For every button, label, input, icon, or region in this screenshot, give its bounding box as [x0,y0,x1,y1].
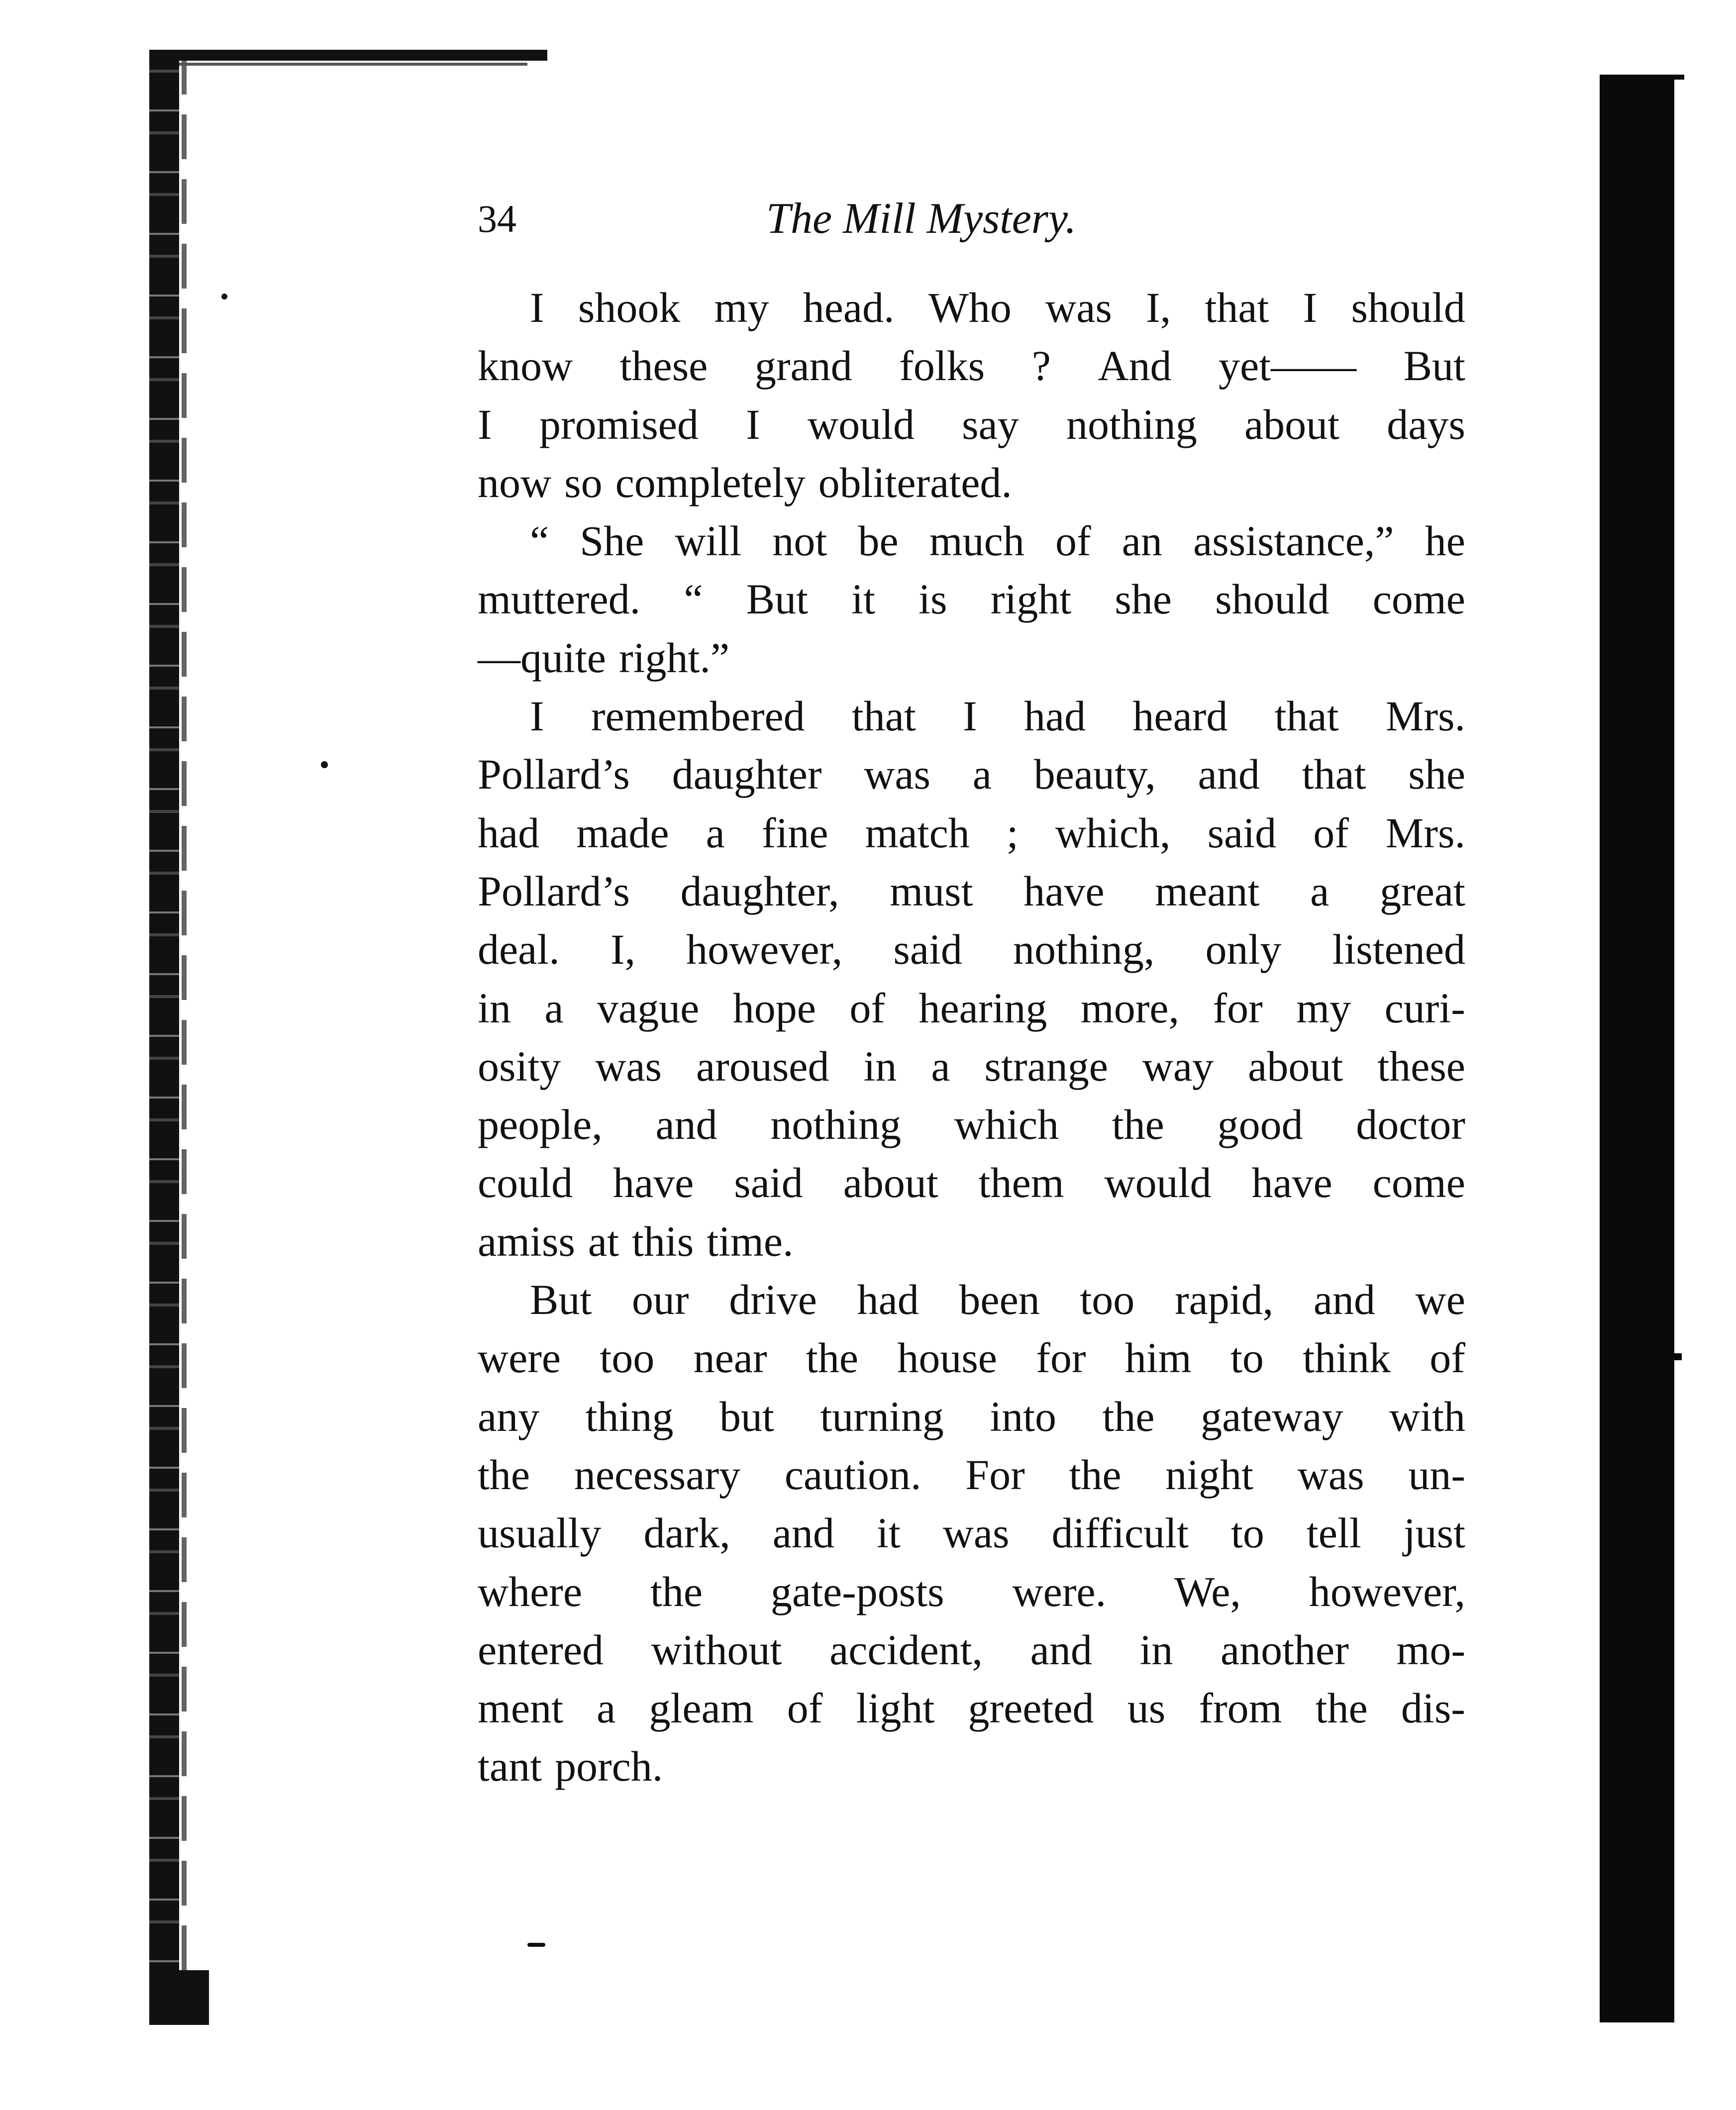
word: amiss [478,1217,575,1265]
word: without [651,1625,782,1674]
word: a [544,984,564,1032]
word: our [631,1276,689,1324]
word: it [876,1509,901,1557]
text-line [478,1271,1465,1329]
word: of [1055,517,1091,565]
word: For [965,1450,1025,1499]
word: caution. [784,1450,921,1499]
word: nothing [770,1101,902,1149]
word: We, [1174,1567,1241,1615]
word: more, [1080,984,1180,1032]
word: only [1205,925,1282,974]
word: too [600,1334,655,1382]
word: dis- [1401,1684,1465,1732]
word: for [1213,984,1263,1032]
word: great [1380,867,1465,915]
word: a [972,750,992,799]
word: fine [761,808,828,857]
word: where [478,1567,583,1615]
word: Pollard’s [478,750,630,799]
word: drive [729,1276,817,1324]
word: usually [478,1509,602,1557]
word: were. [1012,1567,1107,1615]
word: mo- [1396,1625,1465,1674]
word: is [919,575,947,623]
word: obliterated. [818,458,1012,506]
word: a [706,808,725,857]
word: un- [1408,1450,1465,1499]
word: accident, [829,1625,983,1674]
word: was [595,1042,662,1090]
word: and [1198,750,1260,799]
word: people, [478,1101,603,1149]
word: she [1408,750,1465,799]
word: “ [684,575,703,623]
word: the [1102,1392,1155,1440]
word: nothing, [1013,925,1155,974]
text-line [478,920,1465,979]
word: hearing [919,984,1047,1032]
text-line [478,454,1465,512]
gutter-base [149,1970,209,2025]
word: heard [1132,692,1228,740]
word: promised [539,400,699,448]
word: to [1230,1509,1264,1557]
word: from [1199,1684,1282,1732]
word: a [1310,867,1329,915]
word: days [1387,400,1465,448]
word: folks [899,342,985,390]
text-line [478,1212,1465,1271]
running-title: The Mill Mystery. [766,195,1077,243]
text-line [478,1504,1465,1562]
word: the [650,1567,703,1615]
word: match [865,808,970,857]
word: my [1296,984,1351,1032]
word: ? [1031,342,1051,390]
word: necessary [574,1450,741,1499]
text-line [478,979,1465,1037]
word: of [787,1684,823,1732]
word: meant [1155,867,1260,915]
text-line [478,1037,1465,1096]
word: would [1104,1159,1212,1207]
word: a [931,1042,950,1090]
word: which [954,1101,1059,1149]
word: and [1030,1625,1092,1674]
word: tant [478,1742,542,1791]
text-line [478,1679,1465,1737]
word: for [1036,1334,1086,1382]
word: grand [754,342,852,390]
word: should [1351,284,1465,331]
word: I, [1146,284,1171,331]
word: that [1302,750,1366,799]
word: right.” [618,633,730,682]
word: daughter [672,750,822,799]
word: house [897,1334,997,1382]
word: I [746,400,760,448]
top-edge-rule [149,50,547,61]
word: osity [478,1042,561,1090]
word: And [1098,342,1172,390]
text-line [478,629,1465,687]
word: of [1430,1334,1465,1382]
word: time. [707,1217,794,1265]
word: to [1230,1334,1264,1382]
word: near [693,1334,767,1382]
word: daughter, [680,867,839,915]
word: vague [597,984,700,1032]
word: good [1217,1101,1303,1149]
word: have [1023,867,1105,915]
word: “ [530,517,549,565]
word: greeted [968,1684,1094,1732]
word: come [1372,575,1465,623]
word: have [1251,1159,1332,1207]
word: shook [578,284,681,331]
word: that [1274,692,1339,740]
word: any [478,1392,540,1440]
word: difficult [1051,1509,1189,1557]
word: be [858,517,899,565]
text-line [478,570,1465,628]
fore-edge-strip [1600,75,1674,2022]
word: curi- [1384,984,1465,1032]
word: I, [610,925,635,974]
word: however, [1309,1567,1465,1615]
stray-mark [527,1943,545,1947]
text-line [478,1154,1465,1212]
text-line [478,1563,1465,1621]
text-line [478,396,1465,454]
word: the [1069,1450,1122,1499]
text-line [478,1329,1465,1387]
fore-edge-tab [1672,75,1684,80]
word: that [1205,284,1269,331]
stray-mark [321,761,328,768]
page-number: 34 [478,197,516,240]
word: so [564,458,603,506]
word: But [530,1276,592,1324]
word: nothing [1066,400,1197,448]
word: into [990,1392,1057,1440]
word: the [1112,1101,1164,1149]
word: was [864,750,930,799]
word: head. [803,284,895,331]
word: but [719,1392,774,1440]
word: muttered. [478,575,641,623]
word: I [478,400,492,448]
word: aroused [696,1042,829,1090]
text-line [478,862,1465,920]
text-line [478,337,1465,395]
word: an [1122,517,1162,565]
word: could [478,1159,573,1207]
word: way [1142,1042,1214,1090]
word: said [1207,808,1277,857]
word: the [478,1450,530,1499]
word: too [1080,1276,1135,1324]
word: ment [478,1684,563,1732]
word: tell [1306,1509,1361,1557]
word: say [962,400,1019,448]
word: and [1313,1276,1375,1324]
word: dark, [643,1509,730,1557]
word: much [929,517,1024,565]
word: beauty, [1033,750,1156,799]
word: we [1415,1276,1465,1324]
word: of [849,984,886,1032]
text-line [478,279,1465,337]
word: about [843,1159,938,1207]
word: rapid, [1174,1276,1274,1324]
word: doctor [1356,1101,1465,1149]
word: not [772,517,827,565]
word: Who [928,284,1012,331]
word: was [942,1509,1010,1557]
word: another [1220,1625,1349,1674]
word: gate-posts [770,1567,944,1615]
word: deal. [478,925,560,974]
word: and [772,1509,834,1557]
word: hope [732,984,816,1032]
word: Pollard’s [478,867,630,915]
text-line [478,1446,1465,1504]
word: us [1127,1684,1166,1732]
word: the [1315,1684,1368,1732]
word: which, [1055,808,1171,857]
word: and [655,1101,717,1149]
word: gleam [649,1684,754,1732]
word: thing [585,1392,674,1440]
word: was [1297,1450,1364,1499]
gutter-shadow [149,50,179,2020]
word: had [1024,692,1086,740]
word: I [1303,284,1318,331]
word: that [851,692,916,740]
word: the [806,1334,858,1382]
word: right [990,575,1072,623]
body-text [478,279,1465,1796]
word: Mrs. [1385,808,1465,857]
word: should [1215,575,1329,623]
word: remembered [591,692,805,740]
text-line [478,687,1465,745]
word: about [1244,400,1340,448]
text-line [478,1388,1465,1446]
word: —quite [478,633,606,682]
stray-mark [221,294,227,300]
word: about [1248,1042,1343,1090]
word: assistance,” [1193,517,1394,565]
word: porch. [554,1742,663,1791]
word: these [619,342,708,390]
word: my [714,284,769,331]
word: Mrs. [1385,692,1465,740]
word: completely [615,458,806,506]
text-line [478,1621,1465,1679]
word: them [978,1159,1064,1207]
word: listened [1332,925,1465,974]
word: been [959,1276,1040,1324]
word: had [857,1276,919,1324]
text-line [478,1096,1465,1154]
word: But [746,575,808,623]
word: yet—— [1219,342,1357,390]
word: would [807,400,915,448]
word: I [530,284,544,331]
word: will [675,517,742,565]
word: now [478,458,552,506]
word: these [1377,1042,1465,1090]
word: ; [1006,808,1019,857]
word: him [1124,1334,1192,1382]
gutter-streak [182,50,187,2020]
word: gateway [1201,1392,1343,1440]
word: must [890,867,973,915]
word: he [1425,517,1465,565]
word: know [478,342,573,390]
word: But [1403,342,1465,390]
text-line [478,512,1465,570]
word: think [1303,1334,1391,1382]
running-head [478,192,1164,246]
top-edge-rule-secondary [179,63,527,66]
word: I [963,692,977,740]
word: in [478,984,511,1032]
word: strange [984,1042,1108,1090]
word: said [893,925,962,974]
text-line [478,745,1465,804]
word: made [576,808,669,857]
word: a [597,1684,616,1732]
word: turning [820,1392,944,1440]
word: entered [478,1625,604,1674]
word: it [851,575,875,623]
word: night [1165,1450,1254,1499]
word: come [1372,1159,1465,1207]
word: of [1313,808,1349,857]
word: light [856,1684,935,1732]
word: She [580,517,644,565]
word: I [530,692,544,740]
fore-edge-notch [1642,1353,1682,1360]
word: have [613,1159,694,1207]
word: at [588,1217,619,1265]
word: this [631,1217,694,1265]
word: with [1389,1392,1465,1440]
word: was [1045,284,1112,331]
word: were [478,1334,561,1382]
word: she [1115,575,1172,623]
word: had [478,808,540,857]
word: in [863,1042,897,1090]
word: in [1139,1625,1173,1674]
text-line [478,804,1465,862]
text-line [478,1737,1465,1796]
word: however, [686,925,843,974]
word: said [734,1159,803,1207]
word: just [1403,1509,1465,1557]
